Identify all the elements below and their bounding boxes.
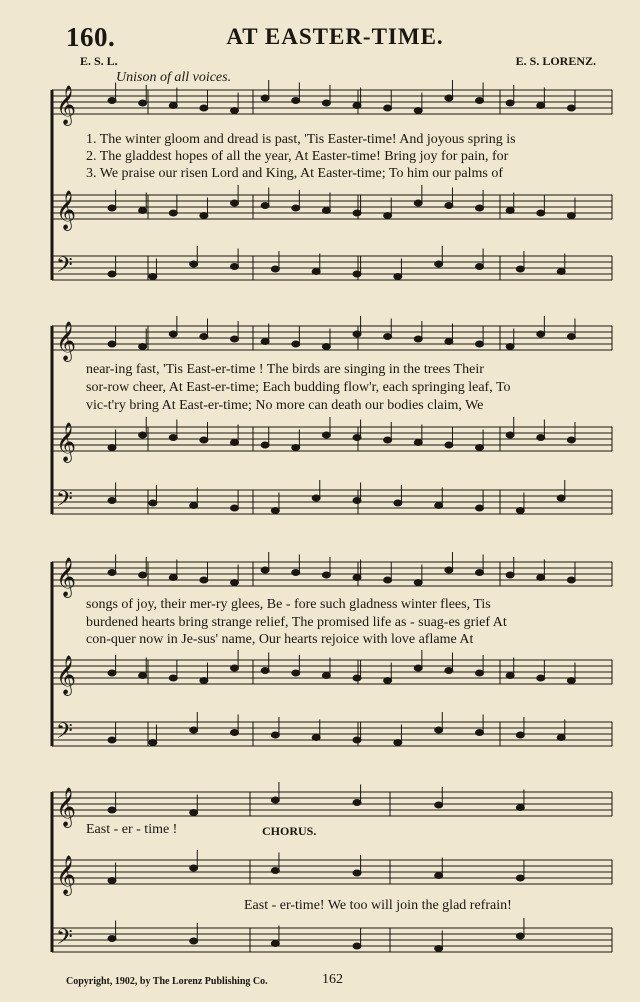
note-head bbox=[476, 98, 484, 104]
note-head bbox=[445, 95, 453, 101]
note-head bbox=[190, 938, 198, 944]
note-head bbox=[506, 432, 514, 438]
note-head bbox=[506, 208, 514, 214]
note-head bbox=[414, 336, 422, 342]
note-head bbox=[353, 103, 361, 109]
treble-clef: 𝄞 bbox=[56, 85, 77, 125]
note-head bbox=[353, 870, 361, 876]
note-head bbox=[506, 100, 514, 106]
note-head bbox=[322, 100, 330, 106]
treble-clef: 𝄞 bbox=[56, 422, 77, 462]
note-head bbox=[567, 678, 575, 684]
note-head bbox=[537, 575, 545, 581]
note-head bbox=[567, 213, 575, 219]
note-head bbox=[445, 203, 453, 209]
note-head bbox=[108, 98, 116, 104]
note-head bbox=[353, 675, 361, 681]
note-head bbox=[261, 95, 269, 101]
note-head bbox=[139, 673, 147, 679]
note-head bbox=[516, 805, 524, 811]
note-head bbox=[231, 264, 239, 270]
note-head bbox=[108, 737, 116, 743]
treble-clef: 𝄞 bbox=[56, 787, 77, 827]
note-head bbox=[506, 572, 514, 578]
note-head bbox=[200, 105, 208, 111]
note-head bbox=[567, 105, 575, 111]
note-head bbox=[435, 261, 443, 267]
note-head bbox=[169, 575, 177, 581]
note-head bbox=[435, 946, 443, 952]
note-head bbox=[149, 274, 157, 280]
note-head bbox=[200, 213, 208, 219]
note-head bbox=[516, 508, 524, 514]
note-head bbox=[353, 271, 361, 277]
note-head bbox=[435, 802, 443, 808]
note-head bbox=[435, 727, 443, 733]
note-head bbox=[414, 200, 422, 206]
note-head bbox=[537, 435, 545, 441]
note-head bbox=[200, 678, 208, 684]
note-head bbox=[557, 269, 565, 275]
note-head bbox=[516, 933, 524, 939]
note-head bbox=[312, 269, 320, 275]
note-head bbox=[537, 103, 545, 109]
note-head bbox=[506, 673, 514, 679]
note-head bbox=[353, 737, 361, 743]
note-head bbox=[108, 936, 116, 942]
note-head bbox=[139, 208, 147, 214]
note-head bbox=[414, 108, 422, 114]
note-head bbox=[394, 740, 402, 746]
note-head bbox=[108, 807, 116, 813]
note-head bbox=[435, 873, 443, 879]
note-head bbox=[384, 213, 392, 219]
note-head bbox=[476, 570, 484, 576]
note-head bbox=[353, 435, 361, 441]
note-head bbox=[312, 495, 320, 501]
lyric-line: East - er - time ! bbox=[86, 822, 178, 837]
note-head bbox=[384, 334, 392, 340]
note-head bbox=[516, 732, 524, 738]
note-head bbox=[169, 331, 177, 337]
music-composer: E. S. LORENZ. bbox=[515, 54, 596, 68]
note-head bbox=[190, 503, 198, 509]
note-head bbox=[567, 334, 575, 340]
treble-clef: 𝄞 bbox=[56, 655, 77, 695]
note-head bbox=[292, 670, 300, 676]
note-head bbox=[557, 735, 565, 741]
note-head bbox=[261, 203, 269, 209]
treble-clef: 𝄞 bbox=[56, 190, 77, 230]
lyric-line: 3. We praise our risen Lord and King, At Easter-time; To him our palms of bbox=[86, 166, 504, 181]
note-head bbox=[139, 344, 147, 350]
note-head bbox=[108, 341, 116, 347]
copyright-notice: Copyright, 1902, by The Lorenz Publishing Co. bbox=[66, 976, 268, 987]
bass-clef: 𝄢 bbox=[56, 253, 73, 283]
note-head bbox=[567, 437, 575, 443]
note-head bbox=[190, 727, 198, 733]
note-head bbox=[384, 437, 392, 443]
note-head bbox=[445, 442, 453, 448]
lyric-line: 2. The gladdest hopes of all the year, At Easter-time! Bring joy for pain, for bbox=[86, 149, 509, 164]
note-head bbox=[261, 339, 269, 345]
note-head bbox=[190, 865, 198, 871]
note-head bbox=[476, 505, 484, 511]
note-head bbox=[445, 668, 453, 674]
note-head bbox=[231, 730, 239, 736]
note-head bbox=[108, 670, 116, 676]
note-head bbox=[261, 567, 269, 573]
note-head bbox=[231, 336, 239, 342]
note-head bbox=[200, 334, 208, 340]
lyric-line: con-quer now in Je-sus' name, Our hearts rejoice with love aflame At bbox=[86, 632, 474, 647]
note-head bbox=[231, 665, 239, 671]
note-head bbox=[322, 572, 330, 578]
note-head bbox=[108, 498, 116, 504]
bass-clef: 𝄢 bbox=[56, 925, 73, 955]
note-head bbox=[476, 445, 484, 451]
note-head bbox=[353, 943, 361, 949]
lyric-line: 1. The winter gloom and dread is past, 'Tis Easter-time! And joyous spring is bbox=[86, 132, 516, 147]
note-head bbox=[200, 437, 208, 443]
note-head bbox=[231, 440, 239, 446]
note-head bbox=[476, 264, 484, 270]
note-head bbox=[261, 668, 269, 674]
note-head bbox=[516, 875, 524, 881]
note-head bbox=[169, 210, 177, 216]
note-head bbox=[139, 432, 147, 438]
note-head bbox=[271, 797, 279, 803]
note-head bbox=[108, 205, 116, 211]
note-head bbox=[384, 105, 392, 111]
note-head bbox=[414, 440, 422, 446]
note-head bbox=[445, 339, 453, 345]
page-number: 162 bbox=[322, 972, 343, 987]
note-head bbox=[271, 941, 279, 947]
note-head bbox=[353, 210, 361, 216]
lyric-line: near-ing fast, 'Tis East-er-time ! The birds are singing in the trees Their bbox=[86, 362, 484, 377]
note-head bbox=[384, 577, 392, 583]
note-head bbox=[516, 266, 524, 272]
tempo-marking: Unison of all voices. bbox=[116, 70, 232, 85]
note-head bbox=[353, 498, 361, 504]
note-head bbox=[312, 735, 320, 741]
note-head bbox=[537, 331, 545, 337]
note-head bbox=[557, 495, 565, 501]
note-head bbox=[231, 200, 239, 206]
note-head bbox=[271, 266, 279, 272]
note-head bbox=[476, 670, 484, 676]
note-head bbox=[384, 678, 392, 684]
note-head bbox=[322, 344, 330, 350]
note-head bbox=[322, 208, 330, 214]
note-head bbox=[271, 732, 279, 738]
note-head bbox=[476, 341, 484, 347]
chorus-label: CHORUS. bbox=[262, 824, 317, 838]
bass-clef: 𝄢 bbox=[56, 719, 73, 749]
note-head bbox=[292, 98, 300, 104]
note-head bbox=[322, 432, 330, 438]
note-head bbox=[231, 108, 239, 114]
note-head bbox=[108, 570, 116, 576]
note-head bbox=[414, 665, 422, 671]
note-head bbox=[394, 500, 402, 506]
note-head bbox=[322, 673, 330, 679]
note-head bbox=[271, 868, 279, 874]
note-head bbox=[353, 575, 361, 581]
note-head bbox=[476, 730, 484, 736]
note-head bbox=[169, 435, 177, 441]
lyric-line: burdened hearts bring strange relief, The promised life as - suag-es grief At bbox=[86, 615, 507, 630]
note-head bbox=[169, 103, 177, 109]
note-head bbox=[149, 500, 157, 506]
note-head bbox=[190, 261, 198, 267]
chorus-lyric: East - er-time! We too will join the glad refrain! bbox=[244, 898, 512, 913]
note-head bbox=[231, 580, 239, 586]
note-head bbox=[292, 205, 300, 211]
note-head bbox=[108, 271, 116, 277]
lyric-line: vic-t'ry bring At East-er-time; No more can death our bodies claim, We bbox=[86, 398, 484, 413]
note-head bbox=[414, 580, 422, 586]
note-head bbox=[108, 445, 116, 451]
note-head bbox=[537, 210, 545, 216]
note-head bbox=[537, 675, 545, 681]
note-head bbox=[231, 505, 239, 511]
hymn-title: AT EASTER-TIME. bbox=[226, 24, 444, 49]
note-head bbox=[139, 100, 147, 106]
note-head bbox=[435, 503, 443, 509]
note-head bbox=[353, 800, 361, 806]
note-head bbox=[139, 572, 147, 578]
note-head bbox=[108, 878, 116, 884]
words-author: E. S. L. bbox=[80, 54, 118, 68]
note-head bbox=[506, 344, 514, 350]
note-head bbox=[271, 508, 279, 514]
note-head bbox=[292, 341, 300, 347]
note-head bbox=[261, 442, 269, 448]
note-head bbox=[353, 331, 361, 337]
note-head bbox=[476, 205, 484, 211]
treble-clef: 𝄞 bbox=[56, 557, 77, 597]
note-head bbox=[292, 445, 300, 451]
note-head bbox=[149, 740, 157, 746]
note-head bbox=[200, 577, 208, 583]
treble-clef: 𝄞 bbox=[56, 855, 77, 895]
note-head bbox=[567, 577, 575, 583]
note-head bbox=[190, 810, 198, 816]
note-head bbox=[394, 274, 402, 280]
treble-clef: 𝄞 bbox=[56, 321, 77, 361]
note-head bbox=[292, 570, 300, 576]
note-head bbox=[445, 567, 453, 573]
note-head bbox=[169, 675, 177, 681]
bass-clef: 𝄢 bbox=[56, 487, 73, 517]
lyric-line: songs of joy, their mer-ry glees, Be - fore such gladness winter flees, Tis bbox=[86, 597, 491, 612]
lyric-line: sor-row cheer, At East-er-time; Each budding flow'r, each springing leaf, To bbox=[86, 380, 511, 395]
hymn-number: 160. bbox=[66, 22, 116, 52]
